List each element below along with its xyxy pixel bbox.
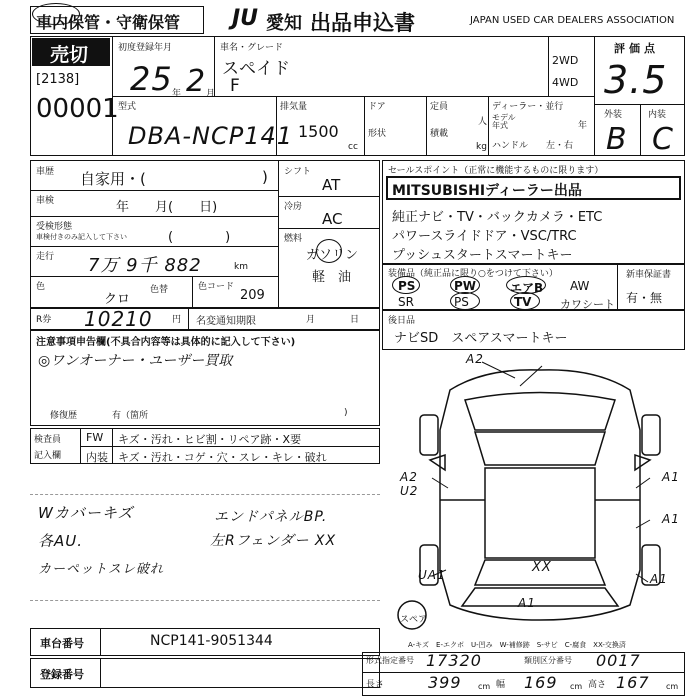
equipment-pw: PW: [454, 279, 477, 293]
notes-line-1: ◎ワンオーナー・ユーザー買取: [38, 353, 233, 369]
damage-mark-a1-bottom: A1: [518, 596, 536, 610]
damage-mark-a1-right: A1: [662, 470, 680, 484]
aftermarket-value: ナビSD スペアスマートキー: [394, 331, 568, 346]
capacity-unit: 人: [478, 117, 488, 127]
r-ticket-day: 日: [350, 315, 360, 325]
car-grade: F: [230, 76, 240, 96]
damage-mark-a1-right-2: A1: [662, 512, 680, 526]
mileage: 7万 9千 882: [88, 255, 202, 276]
storage-circle-mark: [32, 3, 80, 25]
model-label: 型式: [118, 102, 137, 112]
repair-label: 修復歴: [50, 411, 78, 421]
score-int-label: 内装: [648, 110, 667, 120]
history-close: ): [262, 168, 268, 186]
logo-mark: JU: [232, 6, 259, 31]
chassis-label: 車台番号: [40, 637, 84, 650]
registration-month-unit: 月: [206, 89, 216, 99]
inspector-fw-items: キズ・汚れ・ヒビ割・リペア跡・X要: [118, 433, 302, 446]
door-label: ドア: [368, 102, 386, 112]
type-no: 17320: [426, 651, 482, 670]
load-unit: kg: [476, 142, 487, 152]
registration-year: 25: [130, 60, 173, 98]
width-unit: cm: [570, 682, 583, 691]
equipment-leather: カワシート: [560, 298, 615, 311]
displacement: 1500: [298, 122, 339, 141]
history-label: 車歴: [36, 167, 55, 177]
inspector-int-label: 内装: [86, 451, 108, 464]
damage-mark-a2-top: A2: [466, 352, 484, 366]
capacity-label: 定員: [430, 102, 449, 112]
length-label: 長さ: [366, 680, 385, 690]
ac-value: AC: [322, 210, 343, 228]
displacement-label: 排気量: [280, 102, 308, 112]
car-name: スペイド: [222, 59, 290, 79]
aftermarket-label: 後日品: [388, 316, 416, 326]
warranty-label: 新車保証書: [626, 270, 672, 280]
height-unit: cm: [666, 682, 679, 691]
width: 169: [524, 673, 558, 692]
spare-label: スペア: [400, 615, 428, 625]
r-ticket-month: 月: [306, 315, 316, 325]
divider: [100, 658, 101, 688]
receipt-label: 受検形態: [36, 222, 73, 232]
dealer-label: ディーラー・並行: [492, 102, 564, 112]
sales-points-label: セールスポイント（正常に機能するものに限ります）: [388, 166, 604, 176]
car-name-label: 車名・グレード: [220, 43, 284, 53]
fuel-oil: 軽 油: [312, 270, 352, 285]
divider: [548, 36, 549, 96]
divider: [192, 276, 193, 308]
sales-point-2: 純正ナビ・TV・バックカメラ・ETC: [392, 210, 603, 225]
divider: [594, 36, 595, 156]
r-ticket-yen: 円: [172, 315, 182, 325]
chassis-number: NCP141-9051344: [150, 633, 273, 649]
note-end-panel: エンドパネルBP.: [214, 509, 328, 525]
equipment-circle-ps2: [450, 292, 480, 310]
model-value: DBA-NCP141: [128, 122, 294, 150]
equipment-tv: TV: [514, 295, 532, 309]
repaint-label: 色替: [150, 285, 169, 295]
note-wcover: Wカバーキズ: [38, 504, 134, 522]
divider: [112, 96, 594, 97]
color: クロ: [104, 292, 131, 307]
width-label: 幅: [496, 680, 506, 690]
mileage-unit: km: [234, 262, 248, 272]
name-change-label: 名変通知期限: [196, 316, 256, 327]
score-ext-label: 外装: [604, 110, 623, 120]
damage-mark-a1-rear-right: A1: [650, 572, 668, 586]
equipment-airbag: エアB: [510, 281, 544, 295]
divider: [426, 96, 427, 156]
note-left-fender: 左Rフェンダー XX: [210, 533, 337, 549]
handle-opts: 左・右: [546, 141, 574, 151]
displacement-unit: cc: [348, 142, 358, 152]
drive-4wd: 4WD: [552, 76, 579, 89]
equipment-ps2: PS: [454, 295, 469, 309]
note-each-au: 各AU.: [38, 532, 84, 550]
divider: [30, 494, 380, 495]
score-int: C: [652, 122, 674, 157]
divider: [112, 428, 113, 464]
damage-mark-ua1: UA1: [418, 568, 446, 582]
color-code: 209: [240, 288, 265, 303]
divider: [640, 104, 641, 156]
divider: [30, 216, 278, 217]
sales-point-3: パワースライドドア・VSC/TRC: [392, 229, 577, 244]
registration-year-unit: 年: [172, 89, 182, 99]
load-label: 積載: [430, 129, 449, 139]
logo-text: 愛知: [266, 13, 302, 34]
damage-mark-a2-left: A2: [400, 470, 418, 484]
repair-close: ): [344, 408, 348, 418]
shape-label: 形状: [368, 129, 387, 139]
inspection-label: 車検: [36, 196, 55, 206]
registration-number-label: 登録番号: [40, 668, 84, 681]
model-year-label: モデル年式: [492, 113, 516, 130]
score-label: 評価点: [614, 42, 659, 55]
divider: [278, 228, 380, 229]
r-ticket-value: 10210: [84, 307, 153, 331]
equipment-sr: SR: [398, 295, 414, 309]
registration-label: 初度登録年月: [118, 43, 173, 53]
lot-number: 00001: [36, 94, 119, 124]
divider: [30, 600, 380, 601]
inspector-int-items: キズ・汚れ・コゲ・穴・スレ・キレ・破れ: [118, 451, 327, 464]
inspector-label-2: 記入欄: [34, 451, 62, 461]
divider: [488, 96, 489, 156]
inspector-fw-label: FW: [86, 431, 104, 444]
equipment-circle-ps: [392, 276, 420, 294]
class-label: 類別区分番号: [524, 656, 572, 665]
model-year-unit: 年: [578, 121, 588, 131]
damage-mark-xx: XX: [532, 560, 552, 575]
form-title: 出品申込書: [310, 11, 415, 35]
notes-label: 注意事項申告欄(不具合内容等は具体的に記入して下さい): [36, 337, 296, 348]
equipment-circle-tv: [510, 292, 540, 310]
registration-month: 2: [186, 64, 207, 99]
equipment-ps: PS: [398, 279, 416, 293]
class-no: 0017: [596, 651, 641, 670]
sale-type: 売切: [50, 44, 89, 66]
divider: [188, 308, 189, 330]
color-code-label: 色コード: [198, 282, 235, 292]
repair-value: 有（箇所: [112, 411, 149, 421]
divider: [30, 246, 278, 247]
length-unit: cm: [478, 682, 491, 691]
inspection-value: 年 月( 日): [116, 200, 218, 215]
sales-point-1: MITSUBISHIディーラー出品: [392, 183, 582, 199]
equipment-aw: AW: [570, 279, 590, 293]
fuel-gas: ガソリン: [306, 248, 359, 263]
divider: [617, 264, 618, 310]
divider: [30, 190, 278, 191]
equipment-label: 装備品（純正品に限り○をつけて下さい）: [388, 269, 558, 279]
inspector-label-1: 検査員: [34, 435, 62, 445]
divider: [214, 36, 215, 96]
divider: [276, 96, 277, 156]
warranty-value: 有・無: [626, 291, 663, 305]
ac-label: 冷房: [284, 202, 303, 212]
divider: [364, 96, 365, 156]
damage-legend: A-キズ E-エクボ U-凹み W-補修跡 S-サビ C-腐食 XX-交換済: [408, 641, 626, 649]
type-no-label: 形式指定番号: [366, 656, 414, 665]
storage-type: 車内保管・守衛保管: [36, 13, 181, 32]
height: 167: [616, 673, 650, 692]
height-label: 高さ: [588, 680, 607, 690]
fuel-gas-circle: [316, 239, 342, 263]
divider: [278, 196, 380, 197]
mileage-label: 走行: [36, 252, 55, 262]
history-value: 自家用・(: [80, 170, 146, 188]
score-value: 3.5: [604, 58, 668, 102]
handle-label: ハンドル: [492, 141, 529, 151]
car-damage-diagram: [390, 350, 690, 640]
shift-value: AT: [322, 176, 341, 194]
english-title: JAPAN USED CAR DEALERS ASSOCIATION: [470, 15, 675, 26]
divider: [100, 628, 101, 656]
note-carpet: カーペットスレ破れ: [38, 562, 164, 577]
sales-point-4: プッシュスタートスマートキー: [392, 248, 573, 263]
fuel-label: 燃料: [284, 234, 303, 244]
receipt-note: 車検付きのみ記入して下さい: [36, 233, 127, 241]
lot-code: [2138]: [36, 72, 80, 87]
color-label: 色: [36, 282, 46, 292]
divider: [278, 160, 279, 308]
score-ext: B: [606, 122, 628, 157]
receipt-paren: ( ): [168, 230, 231, 245]
r-ticket-label: R券: [36, 315, 52, 325]
length: 399: [428, 673, 462, 692]
drive-2wd: 2WD: [552, 54, 579, 67]
shift-label: シフト: [284, 167, 312, 177]
damage-mark-u2: U2: [400, 484, 419, 498]
